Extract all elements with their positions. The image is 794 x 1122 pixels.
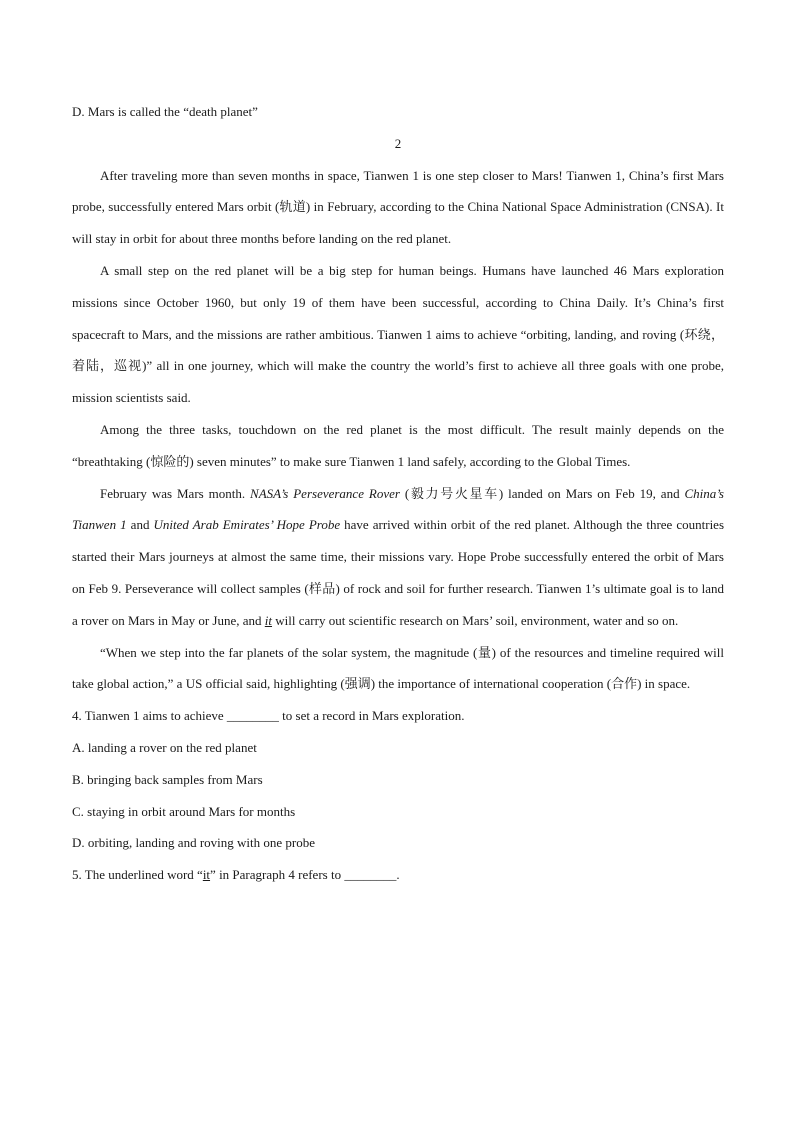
passage-number: 2 xyxy=(394,135,402,151)
paragraph-4-text: have arrived within orbit of the red planet. Although the three countries started their Mars journeys at almost the same time, their missions vary. Hope Probe successfully entered the orbit of Mars on Feb 9. Perseverance will collect samples (样品) of rock and soil for further research. Tianwen 1’s ultimate goal is to land a rover on Mars in May or June, and xyxy=(72,517,725,628)
paragraph-4-text: February was Mars month. xyxy=(100,485,251,501)
question-4-option-d: D. orbiting, landing and roving with one probe xyxy=(72,835,315,851)
tianwen-name: China’s Tianwen 1 xyxy=(72,485,724,533)
question-5-text: ” in Paragraph 4 refers to ________. xyxy=(210,867,400,883)
question-4-option-a: A. landing a rover on the red planet xyxy=(72,739,257,755)
passage-paragraph-5: “When we step into the far planets of the solar system, the magnitude (量) of the resources and timeline required will take global action,” a US official said, highlighting (强调) the importance of international cooperation (合作) in space. xyxy=(72,644,724,692)
question-4-option-c: C. staying in orbit around Mars for months xyxy=(72,803,296,819)
hope-probe-name: United Arab Emirates’ Hope Probe xyxy=(153,517,341,533)
passage-paragraph-2: A small step on the red planet will be a big step for human beings. Humans have launched 46 Mars exploration missions since October 1960, but only 19 of them have been successful, according to China Daily. It’s China’s first spacecraft to Mars, and the missions are rather ambitious. Tianwen 1 aims to achieve “orbiting, landing, and roving (环绕，着陆，巡视)” all in one journey, which will make the country the world’s first to achieve all three goals with one probe, mission scientists said. xyxy=(72,262,724,406)
paragraph-4-text: (毅力号火星车) landed on Mars on Feb 19, and xyxy=(399,485,685,501)
question-5-underlined-it: it xyxy=(202,867,211,883)
question-4-stem: 4. Tianwen 1 aims to achieve ________ to set a record in Mars exploration. xyxy=(72,708,465,724)
paragraph-4-text: will carry out scientific research on Mars’ soil, environment, water and so on. xyxy=(272,612,679,628)
previous-question-option-d: D. Mars is called the “death planet” xyxy=(72,104,258,119)
question-5-stem xyxy=(72,859,724,891)
question-5-text: 5. The underlined word “ xyxy=(72,867,203,883)
question-4-option-b: B. bringing back samples from Mars xyxy=(72,771,263,787)
passage-paragraph-4 xyxy=(72,478,724,637)
underlined-word-it: it xyxy=(264,612,273,628)
document-page xyxy=(72,96,724,891)
passage-paragraph-3: Among the three tasks, touchdown on the red planet is the most difficult. The result mainly depends on the “breathtaking (惊险的) seven minutes” to make sure Tianwen 1 land safely, according to the Global Times. xyxy=(72,421,724,469)
passage-paragraph-1: After traveling more than seven months in space, Tianwen 1 is one step closer to Mars! Tianwen 1, China’s first Mars probe, successfully entered Mars orbit (轨道) in February, according to the China National Space Administration (CNSA). It will stay in orbit for about three months before landing on the red planet. xyxy=(72,167,724,247)
paragraph-4-text: and xyxy=(126,517,154,533)
perseverance-rover-name: NASA’s Perseverance Rover xyxy=(250,485,400,501)
